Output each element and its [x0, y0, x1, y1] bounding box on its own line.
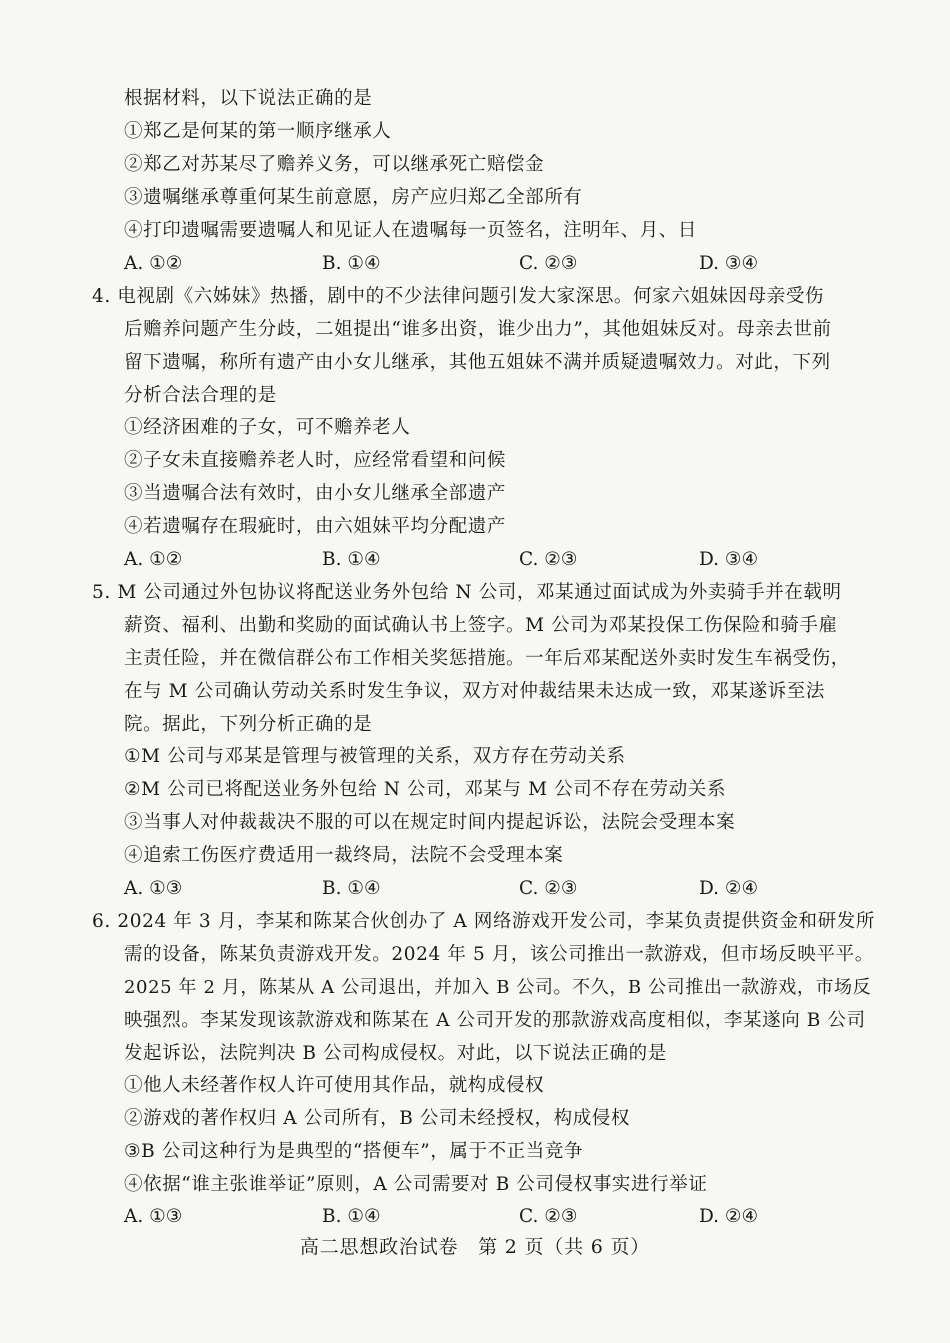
- option-d: D. ③④: [699, 253, 759, 274]
- choice-statement-1: ①M 公司与邓某是管理与被管理的关系，双方存在劳动关系: [124, 746, 626, 767]
- option-d: D. ②④: [699, 878, 759, 899]
- option-c: C. ②③: [519, 253, 578, 274]
- option-b: B. ①④: [322, 1206, 381, 1227]
- question-line: 6. 2024 年 3 月，李某和陈某合伙创办了 A 网络游戏开发公司，李某负责提供资金和研发所: [92, 911, 875, 932]
- option-c: C. ②③: [519, 878, 578, 899]
- choice-statement-4: ④追索工伤医疗费适用一裁终局，法院不会受理本案: [124, 845, 564, 866]
- question-line: 4. 电视剧《六姊妹》热播，剧中的不少法律问题引发大家深思。何家六姐妹因母亲受伤: [92, 286, 825, 307]
- option-b: B. ①④: [322, 549, 381, 570]
- question-line: 分析合法合理的是: [124, 385, 277, 406]
- answer-options: [124, 1205, 824, 1229]
- question-line: 主责任险，并在微信群公布工作相关奖惩措施。一年后邓某配送外卖时发生车祸受伤，: [124, 648, 850, 669]
- choice-statement-1: ①经济困难的子女，可不赡养老人: [124, 417, 411, 438]
- choice-statement-2: ②游戏的著作权归 A 公司所有，B 公司未经授权，构成侵权: [124, 1108, 630, 1129]
- choice-statement-3: ③当遗嘱合法有效时，由小女儿继承全部遗产: [124, 483, 507, 504]
- choice-statement-2: ②子女未直接赡养老人时，应经常看望和问候: [124, 450, 507, 471]
- question-line: 需的设备，陈某负责游戏开发。2024 年 5 月，该公司推出一款游戏，但市场反映平平。: [124, 944, 874, 965]
- question-line: 后赡养问题产生分歧，二姐提出“谁多出资，谁少出力”，其他姐妹反对。母亲去世前: [124, 319, 832, 340]
- choice-statement-3: ③B 公司这种行为是典型的“搭便车”，属于不正当竞争: [124, 1141, 584, 1162]
- answer-options: [124, 548, 824, 572]
- question-line: 映强烈。李某发现该款游戏和陈某在 A 公司开发的那款游戏高度相似，李某遂向 B 公司: [124, 1010, 866, 1031]
- option-c: C. ②③: [519, 1206, 578, 1227]
- question-stem: 根据材料，以下说法正确的是: [124, 88, 373, 109]
- choice-statement-4: ④打印遗嘱需要遗嘱人和见证人在遗嘱每一页签名，注明年、月、日: [124, 220, 698, 241]
- option-d: D. ②④: [699, 1206, 759, 1227]
- option-c: C. ②③: [519, 549, 578, 570]
- choice-statement-3: ③当事人对仲裁裁决不服的可以在规定时间内提起诉讼，法院会受理本案: [124, 812, 736, 833]
- question-line: 院。据此，下列分析正确的是: [124, 714, 373, 735]
- option-b: B. ①④: [322, 253, 381, 274]
- question-line: 5. M 公司通过外包协议将配送业务外包给 N 公司，邓某通过面试成为外卖骑手并在载明: [92, 582, 842, 603]
- choice-statement-3: ③遗嘱继承尊重何某生前意愿，房产应归郑乙全部所有: [124, 187, 583, 208]
- question-line: 薪资、福利、出勤和奖励的面试确认书上签字。M 公司为邓某投保工伤保险和骑手雇: [124, 615, 838, 636]
- choice-statement-4: ④若遗嘱存在瑕疵时，由六姐妹平均分配遗产: [124, 516, 507, 537]
- option-a: A. ①③: [124, 878, 183, 899]
- choice-statement-2: ②郑乙对苏某尽了赡养义务，可以继承死亡赔偿金: [124, 154, 545, 175]
- page-footer: 高二思想政治试卷 第 2 页（共 6 页）: [299, 1236, 651, 1258]
- question-line: 2025 年 2 月，陈某从 A 公司退出，并加入 B 公司。不久，B 公司推出一款游戏，市场反: [124, 977, 872, 998]
- answer-options: [124, 252, 824, 276]
- option-d: D. ③④: [699, 549, 759, 570]
- choice-statement-2: ②M 公司已将配送业务外包给 N 公司，邓某与 M 公司不存在劳动关系: [124, 779, 727, 800]
- choice-statement-1: ①他人未经著作权人许可使用其作品，就构成侵权: [124, 1075, 545, 1096]
- question-line: 在与 M 公司确认劳动关系时发生争议，双方对仲裁结果未达成一致，邓某遂诉至法: [124, 681, 826, 702]
- option-b: B. ①④: [322, 878, 381, 899]
- option-a: A. ①③: [124, 1206, 183, 1227]
- option-a: A. ①②: [124, 253, 183, 274]
- question-line: 留下遗嘱，称所有遗产由小女儿继承，其他五姐妹不满并质疑遗嘱效力。对此，下列: [124, 352, 831, 373]
- choice-statement-4: ④依据“谁主张谁举证”原则，A 公司需要对 B 公司侵权事实进行举证: [124, 1174, 708, 1195]
- option-a: A. ①②: [124, 549, 183, 570]
- question-line: 发起诉讼，法院判决 B 公司构成侵权。对此，以下说法正确的是: [124, 1043, 667, 1064]
- answer-options: [124, 877, 824, 901]
- choice-statement-1: ①郑乙是何某的第一顺序继承人: [124, 121, 392, 142]
